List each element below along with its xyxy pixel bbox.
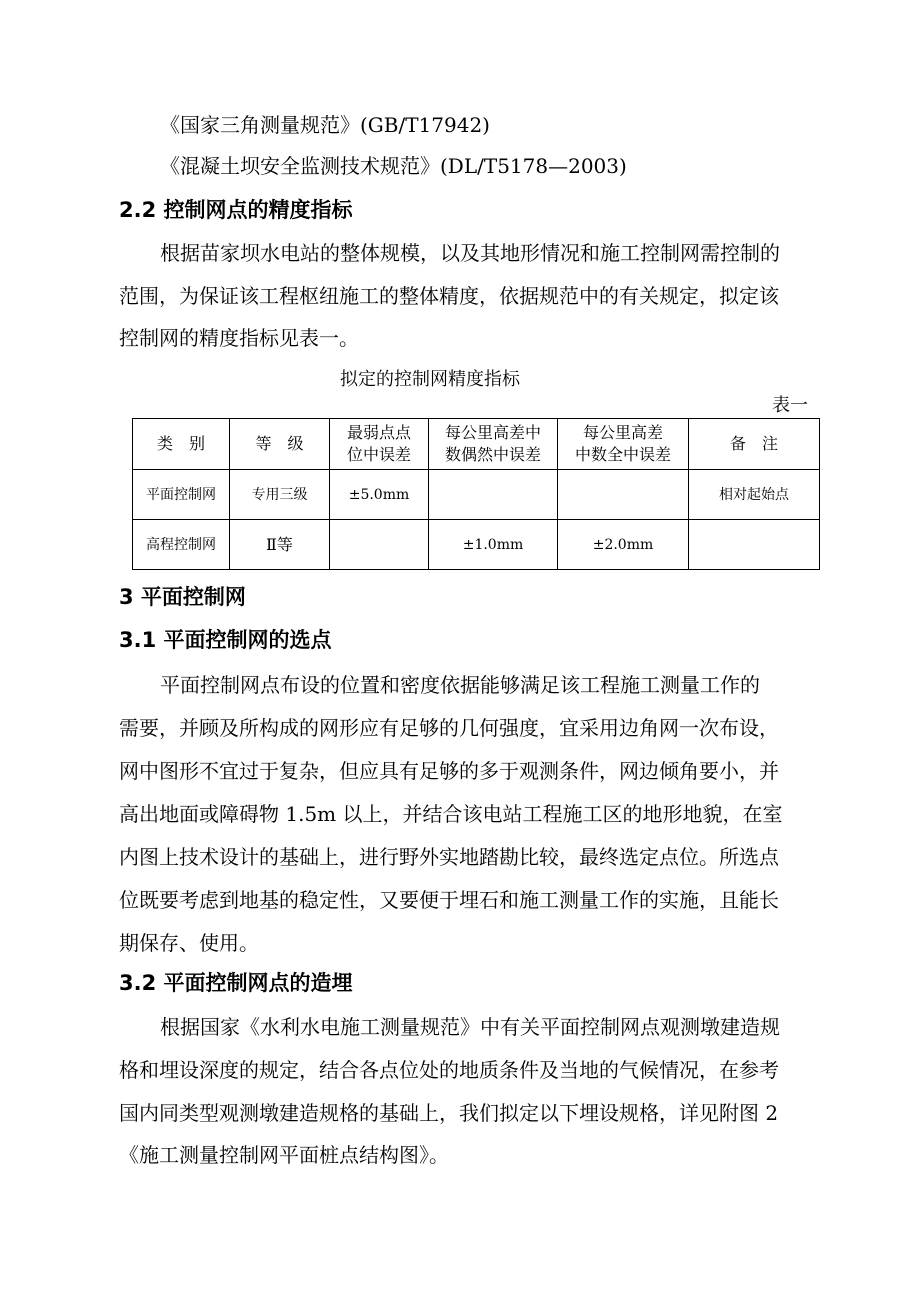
- table-title: 拟定的控制网精度指标: [340, 369, 520, 390]
- paragraph-line: 期保存、使用。: [119, 931, 259, 955]
- header-cell: [230, 419, 330, 470]
- paragraph-line: 需要，并顾及所构成的网形应有足够的几何强度，宜采用边角网一次布设，: [119, 716, 779, 740]
- paragraph-line: 网中图形不宜过于复杂，但应具有足够的多于观测条件，网边倾角要小，并: [119, 759, 779, 783]
- precision-table: [132, 418, 820, 570]
- table-cell: 高程控制网: [133, 520, 230, 570]
- section-heading: 2.2 控制网点的精度指标: [119, 198, 353, 222]
- table-cell: [558, 470, 689, 520]
- header-text: 最弱点点: [346, 423, 411, 442]
- table-cell: 平面控制网: [133, 470, 230, 520]
- header-text: 类 别: [156, 434, 205, 453]
- header-text: 等 级: [255, 434, 304, 453]
- table-header-row: [133, 419, 820, 470]
- header-text: 每公里高差中: [444, 423, 541, 442]
- paragraph-line: 《施工测量控制网平面桩点结构图》。: [119, 1143, 449, 1167]
- header-text: 位中误差: [346, 445, 411, 464]
- paragraph-line: 位既要考虑到地基的稳定性，又要便于埋石和施工测量工作的实施，且能长: [119, 888, 779, 912]
- table-cell: [330, 520, 429, 570]
- table-cell: [429, 470, 558, 520]
- header-text: 数偶然中误差: [444, 445, 541, 464]
- table-row: [133, 520, 820, 570]
- section-heading: 3.1 平面控制网的选点: [119, 628, 332, 652]
- paragraph-line: 根据国家《水利水电施工测量规范》中有关平面控制网点观测墩建造规: [160, 1015, 780, 1039]
- section-heading: 3.2 平面控制网点的造埋: [119, 971, 353, 995]
- reference-line: 《混凝土坝安全监测技术规范》(DL/T5178—2003): [160, 154, 627, 178]
- section-heading: 3 平面控制网: [119, 585, 246, 609]
- table-cell: 相对起始点: [689, 470, 820, 520]
- header-text: 中数全中误差: [574, 445, 671, 464]
- header-cell: [429, 419, 558, 470]
- reference-line: 《国家三角测量规范》(GB/T17942): [160, 113, 490, 137]
- header-cell: [330, 419, 429, 470]
- table-cell: ±5.0mm: [330, 470, 429, 520]
- table-cell: ±2.0mm: [558, 520, 689, 570]
- table-cell: 专用三级: [230, 470, 330, 520]
- table-label: 表一: [772, 395, 808, 416]
- table-row: [133, 470, 820, 520]
- paragraph-line: 国内同类型观测墩建造规格的基础上，我们拟定以下埋设规格，详见附图 2: [119, 1101, 779, 1125]
- paragraph-line: 控制网的精度指标见表一。: [119, 326, 359, 350]
- paragraph-line: 内图上技术设计的基础上，进行野外实地踏勘比较，最终选定点位。所选点: [119, 845, 779, 869]
- table-cell: ±1.0mm: [429, 520, 558, 570]
- header-text: 备 注: [729, 434, 778, 453]
- header-cell: [689, 419, 820, 470]
- table-cell: [689, 520, 820, 570]
- header-cell: [558, 419, 689, 470]
- paragraph-line: 范围，为保证该工程枢纽施工的整体精度，依据规范中的有关规定，拟定该: [119, 284, 779, 308]
- paragraph-line: 高出地面或障碍物 1.5m 以上，并结合该电站工程施工区的地形地貌，在室: [119, 802, 783, 826]
- paragraph-line: 格和埋设深度的规定，结合各点位处的地质条件及当地的气候情况，在参考: [119, 1058, 779, 1082]
- paragraph-line: 根据苗家坝水电站的整体规模，以及其地形情况和施工控制网需控制的: [160, 241, 780, 265]
- paragraph-line: 平面控制网点布设的位置和密度依据能够满足该工程施工测量工作的: [160, 673, 760, 697]
- header-text: 每公里高差: [582, 423, 663, 442]
- table-cell: Ⅱ等: [230, 520, 330, 570]
- header-cell: [133, 419, 230, 470]
